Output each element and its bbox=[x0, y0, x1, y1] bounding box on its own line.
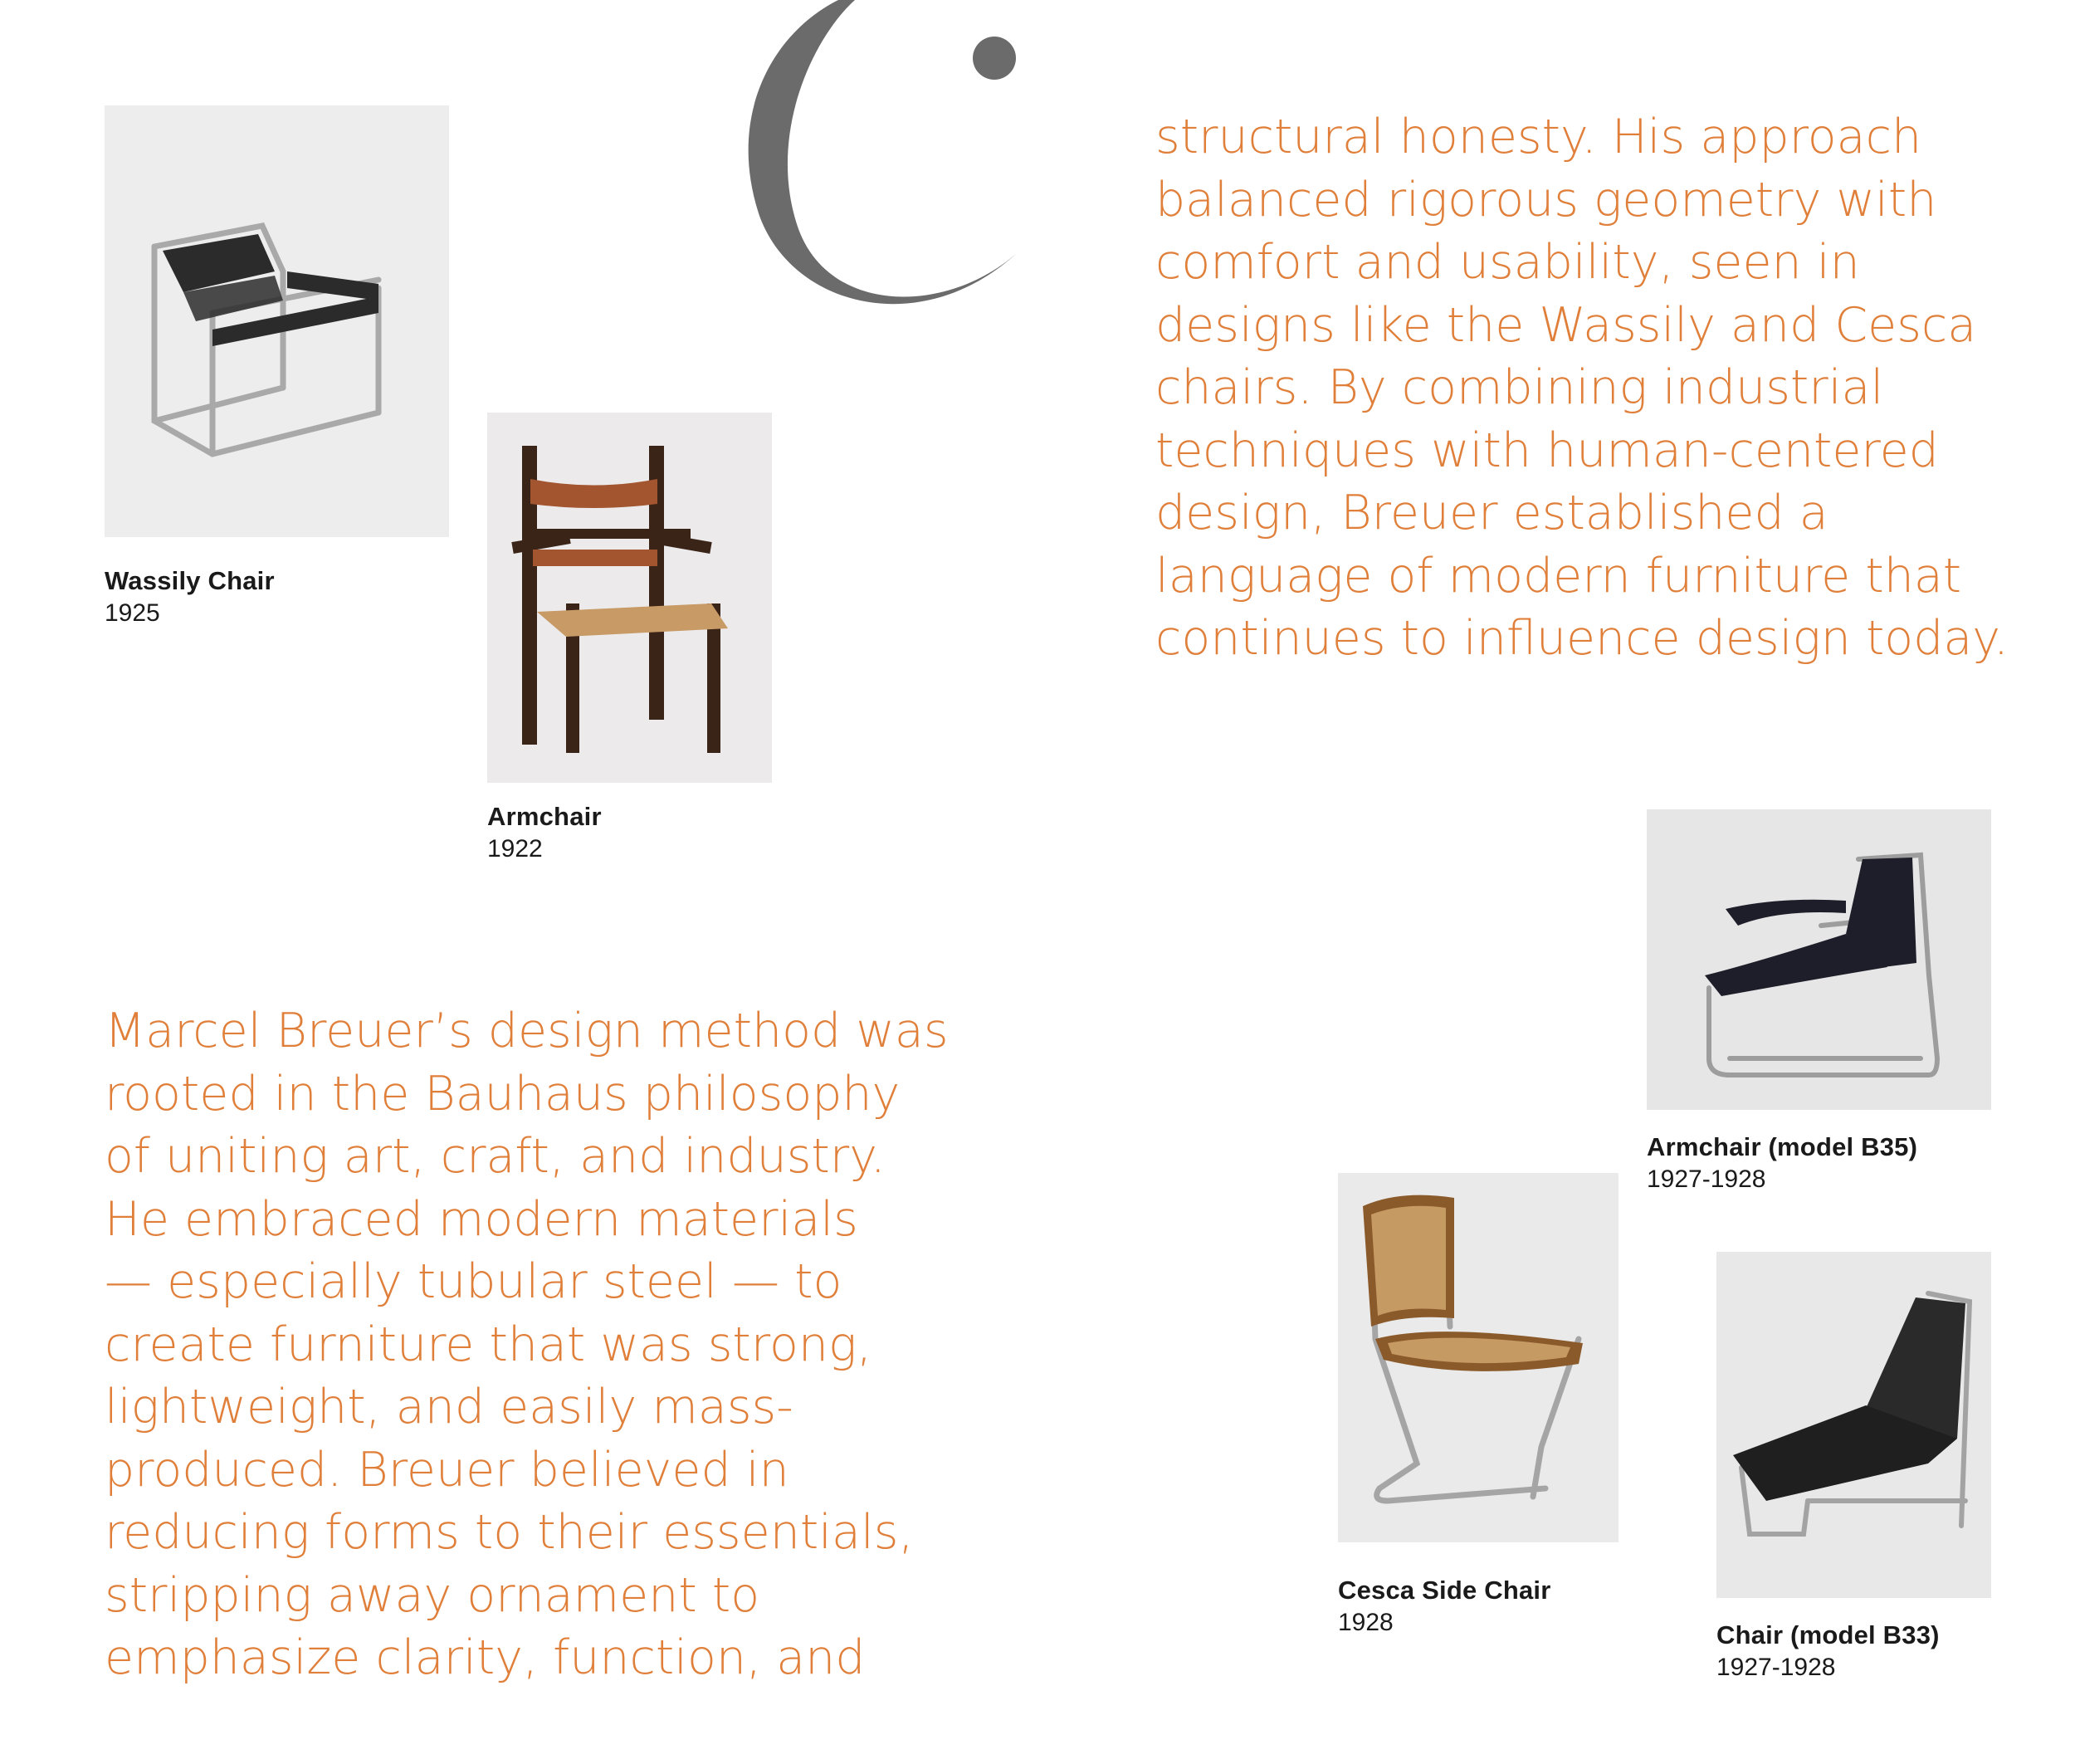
text-line: create furniture that was strong, bbox=[105, 1317, 872, 1372]
text-line: continues to influence design today. bbox=[1155, 611, 2009, 666]
text-line: — especially tubular steel — to bbox=[105, 1254, 842, 1309]
body-text-left bbox=[105, 1000, 949, 1690]
text-line: He embraced modern materials bbox=[105, 1191, 858, 1247]
item-title: Armchair (model B35) bbox=[1647, 1132, 1918, 1161]
body-text-right bbox=[1155, 106, 2009, 671]
item-title: Wassily Chair bbox=[105, 566, 275, 595]
text-line: Marcel Breuer’s design method was bbox=[105, 1004, 949, 1058]
b35-chair-illustration bbox=[1647, 809, 1991, 1110]
wassily-chair-photo bbox=[105, 105, 449, 537]
C-monogram-icon bbox=[681, 0, 1029, 340]
item-title: Chair (model B33) bbox=[1716, 1620, 1940, 1649]
item-title: Armchair bbox=[487, 802, 602, 831]
text-line: design, Breuer established a bbox=[1155, 486, 1828, 540]
text-line: lightweight, and easily mass- bbox=[105, 1380, 793, 1434]
chair-b33-photo bbox=[1716, 1252, 1991, 1598]
item-year: 1925 bbox=[105, 599, 160, 627]
wooden-armchair-illustration bbox=[487, 413, 772, 783]
armchair-b35-photo bbox=[1647, 809, 1991, 1110]
text-line: of uniting art, craft, and industry. bbox=[105, 1129, 886, 1184]
text-line: structural honesty. His approach bbox=[1155, 110, 1922, 164]
text-line: rooted in the Bauhaus philosophy bbox=[105, 1066, 901, 1121]
logo-monogram bbox=[681, 0, 1029, 340]
text-line: chairs. By combining industrial bbox=[1155, 360, 1884, 415]
text-line: balanced rigorous geometry with bbox=[1155, 172, 1937, 227]
text-line: reducing forms to their essentials, bbox=[105, 1505, 914, 1560]
text-line: produced. Breuer believed in bbox=[105, 1442, 789, 1498]
cesca-chair-illustration bbox=[1338, 1173, 1618, 1542]
text-line: stripping away ornament to bbox=[105, 1567, 760, 1623]
text-line: comfort and usability, seen in bbox=[1155, 235, 1860, 290]
wassily-chair-illustration bbox=[105, 105, 449, 537]
cesca-side-chair-photo bbox=[1338, 1173, 1618, 1542]
item-year: 1927-1928 bbox=[1716, 1654, 1836, 1681]
item-title: Cesca Side Chair bbox=[1338, 1576, 1551, 1605]
text-line: language of modern furniture that bbox=[1155, 548, 1962, 603]
item-year: 1927-1928 bbox=[1647, 1165, 1766, 1193]
b33-chair-illustration bbox=[1716, 1252, 1991, 1598]
item-year: 1922 bbox=[487, 835, 543, 862]
armchair-1922-photo bbox=[487, 413, 772, 783]
text-line: techniques with human-centered bbox=[1155, 423, 1939, 478]
item-year: 1928 bbox=[1338, 1609, 1394, 1636]
text-line: emphasize clarity, function, and bbox=[105, 1630, 866, 1685]
text-line: designs like the Wassily and Cesca bbox=[1155, 297, 1977, 353]
